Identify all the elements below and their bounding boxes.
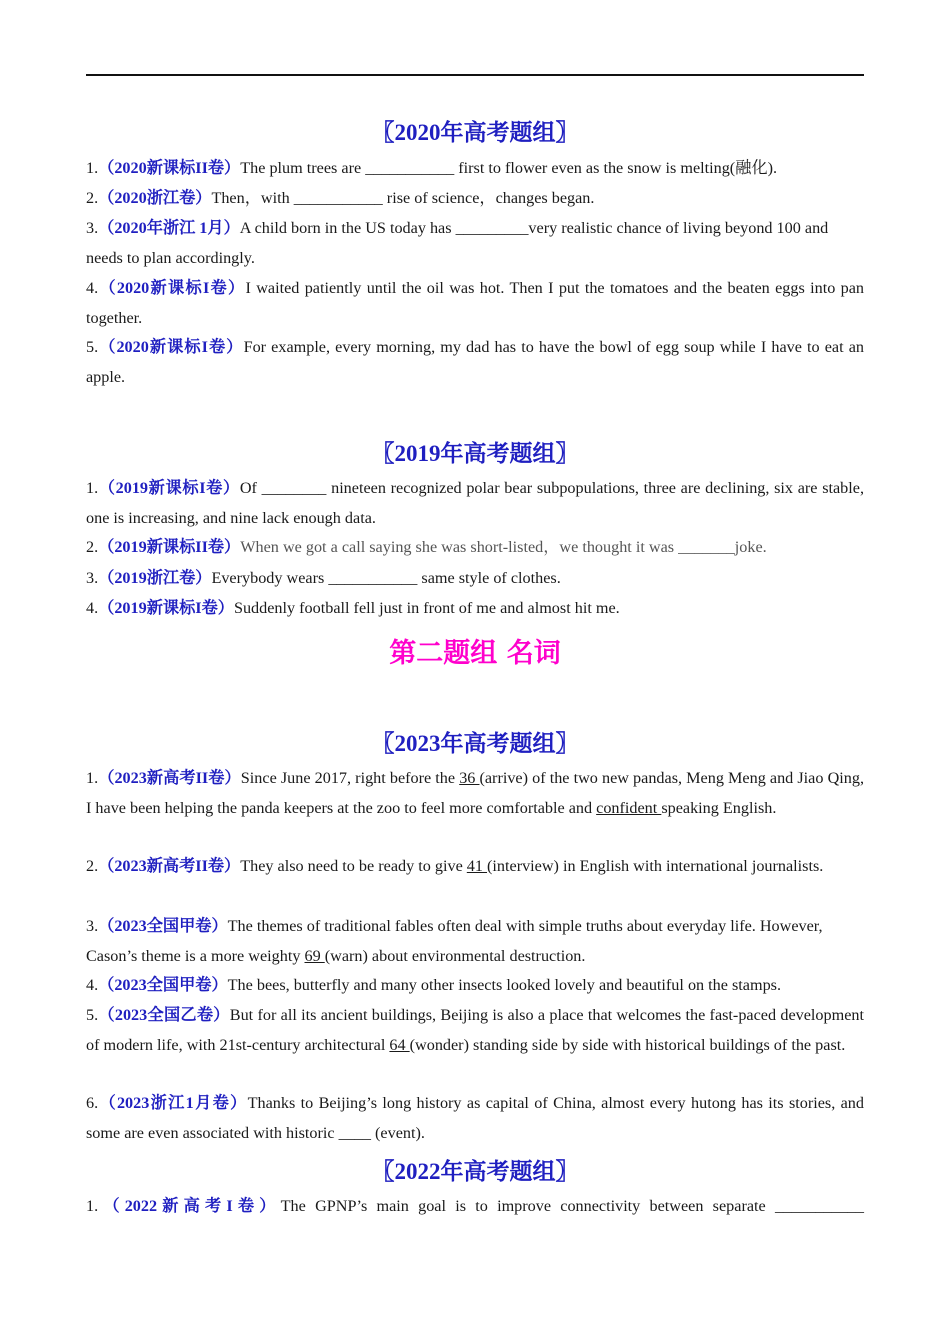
question-2022-1: 1.（2022新高考I卷）The GPNP’s main goal is to improve connectivity between separate ___________ <box>86 1197 864 1215</box>
question-2019-2: 2.（2019新课标II卷）When we got a call saying she was short-listed，we thought it was _______joke. <box>86 538 767 556</box>
heading-2019: 〖2019年高考题组〗 <box>371 441 579 466</box>
question-2023-4: 4.（2023全国甲卷）The bees, butterfly and many other insects looked lovely and beautiful on the stamps. <box>86 976 782 994</box>
question-2023-1: 1.（2023新高考II卷）Since June 2017, right before the 36 (arrive) of the two new pandas, Meng Meng and Jiao Qing, I have been helping the panda keepers at the zoo to feel more comfortable and confident speaking English. <box>86 769 864 817</box>
question-2023-6: 6.（2023浙江1月卷）Thanks to Beijing’s long history as capital of China, almost every hutong has its stories, and some are even associated with historic ____ (event). <box>86 1094 864 1142</box>
question-2023-5: 5.（2023全国乙卷）But for all its ancient buildings, Beijing is also a place that welcomes the fast-paced development of modern life, with 21st-century architectural 64 (wonder) standing side by side with historical buildings of the past. <box>86 1006 864 1054</box>
question-2020-5: 5.（2020新课标I卷）For example, every morning, my dad has to have the bowl of egg soup while I have to eat an apple. <box>86 338 864 386</box>
question-2019-4: 4.（2019新课标I卷）Suddenly football fell just in front of me and almost hit me. <box>86 599 620 617</box>
section-title: 第二题组 名词 <box>389 638 561 669</box>
question-2020-4: 4.（2020新课标I卷）I waited patiently until the oil was hot. Then I put the tomatoes and the beaten eggs into pan together. <box>86 279 864 327</box>
question-2020-3: 3.（2020年浙江 1月）A child born in the US today has _________very realistic chance of living beyond 100 and needs to plan accordingly. <box>86 219 829 267</box>
question-2023-2: 2.（2023新高考II卷）They also need to be ready to give 41 (interview) in English with international journalists. <box>86 857 824 875</box>
question-2023-3: 3.（2023全国甲卷）The themes of traditional fables often deal with simple truths about everyday life. However, Cason’s theme is a more weighty 69 (warn) about environmental destruction. <box>86 917 823 965</box>
top-rule <box>86 74 864 76</box>
question-2019-3: 3.（2019浙江卷）Everybody wears ___________ same style of clothes. <box>86 569 561 587</box>
question-2020-2: 2.（2020浙江卷）Then，with ___________ rise of science，changes began. <box>86 189 595 207</box>
question-2019-1: 1.（2019新课标I卷）Of ________ nineteen recognized polar bear subpopulations, three are declining, six are stable, one is increasing, and nine lack enough data. <box>86 479 864 527</box>
question-2020-1: 1.（2020新课标II卷）The plum trees are ___________ first to flower even as the snow is melting(融化). <box>86 159 778 177</box>
heading-2023: 〖2023年高考题组〗 <box>371 731 579 756</box>
heading-2020: 〖2020年高考题组〗 <box>371 120 579 145</box>
heading-2022: 〖2022年高考题组〗 <box>371 1159 579 1184</box>
